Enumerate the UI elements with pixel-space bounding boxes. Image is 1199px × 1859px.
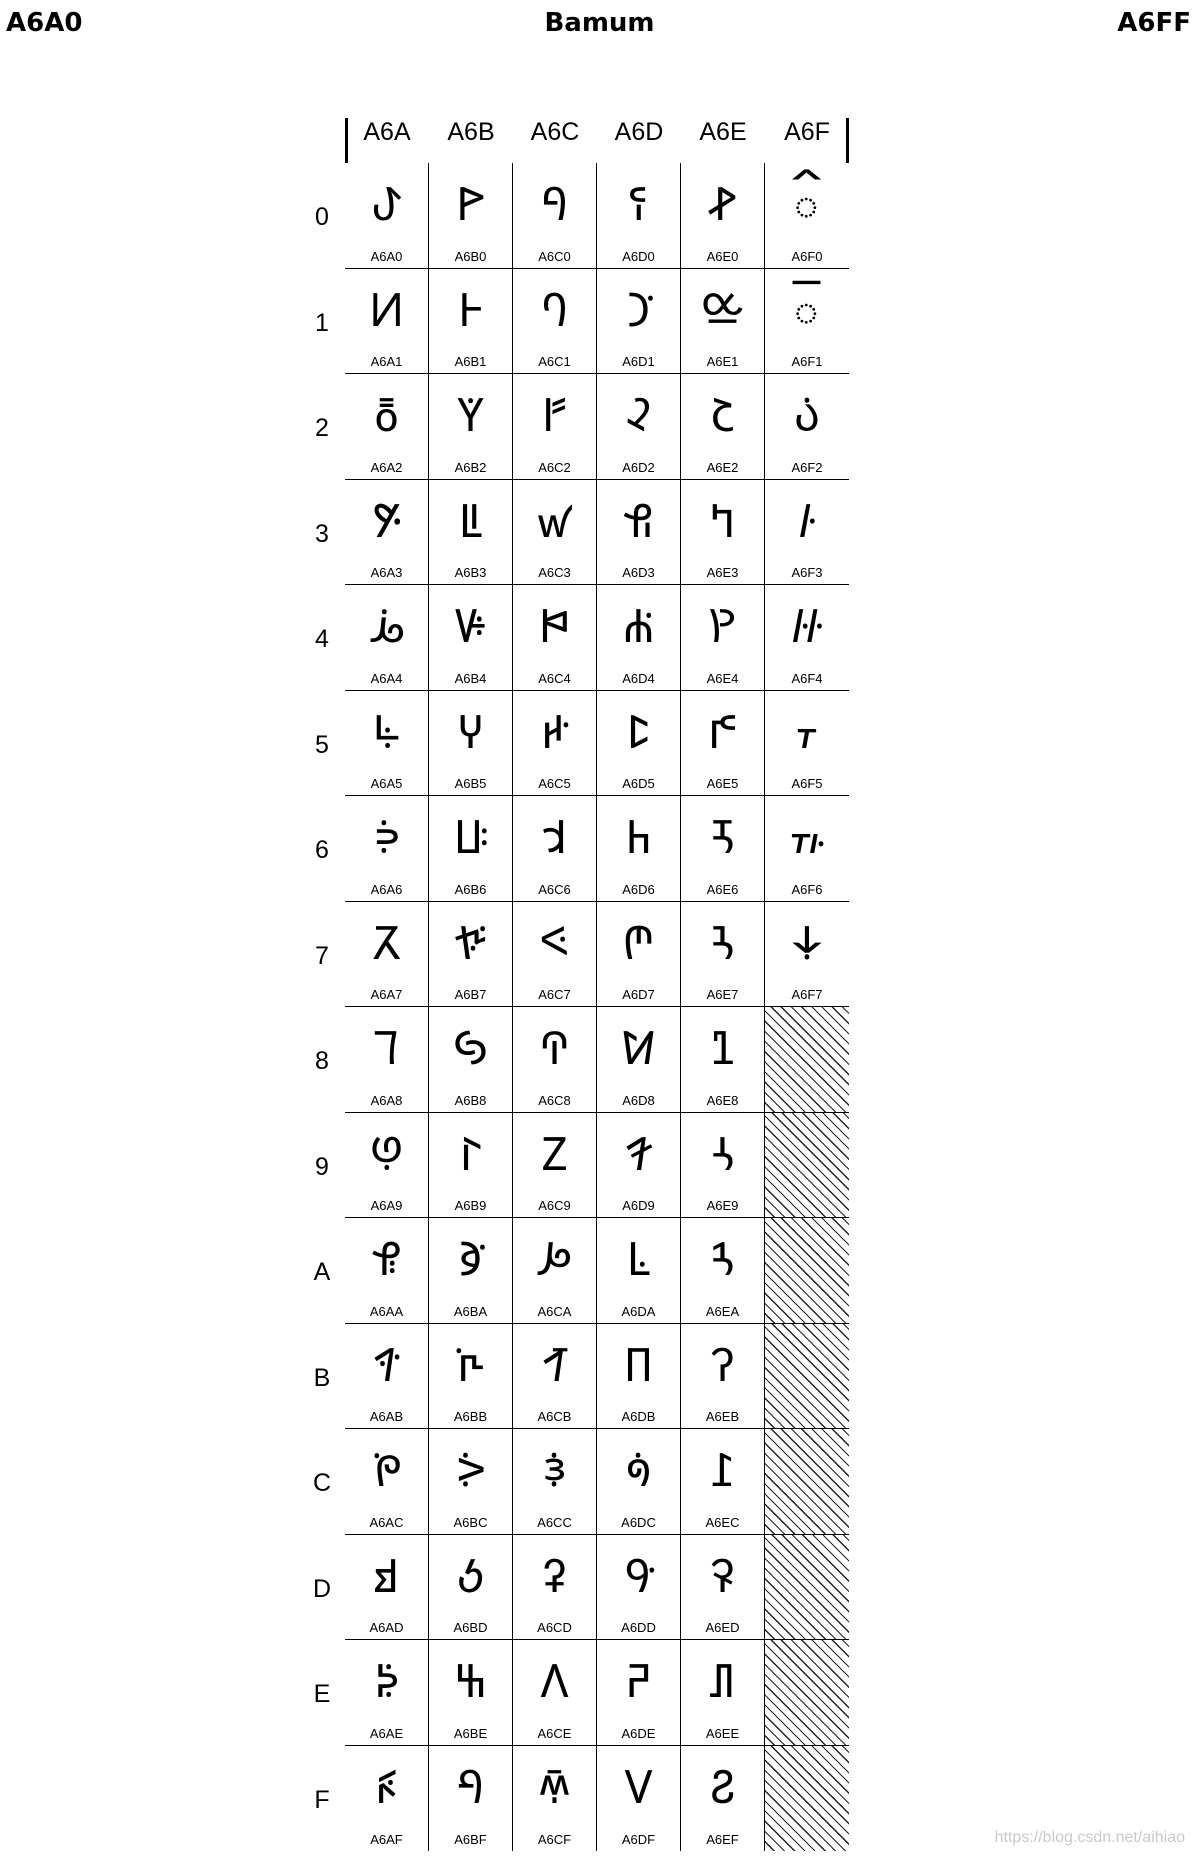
code-point-label: A6E5 [706, 776, 739, 791]
code-point-label: A6EA [705, 1303, 740, 1319]
character-glyph: ꚴ [454, 599, 487, 653]
character-cell [429, 1007, 513, 1113]
character-glyph: ꚬ [371, 1443, 402, 1497]
column-header: A6A [363, 118, 411, 146]
row-header: D [312, 1574, 332, 1603]
character-glyph: ꚢ [373, 388, 400, 442]
character-cell [345, 480, 429, 586]
character-cell [681, 585, 765, 691]
character-glyph: ꚰ [455, 177, 486, 231]
character-cell [345, 1429, 429, 1535]
character-cell [597, 269, 681, 375]
character-cell [681, 163, 765, 269]
character-glyph: ꛩ [711, 1126, 734, 1181]
character-cell [597, 1746, 681, 1852]
character-cell [597, 796, 681, 902]
row-header: 3 [315, 519, 329, 548]
character-cell [765, 585, 849, 691]
code-point-label: A6B1 [454, 354, 487, 369]
code-point-label: A6D1 [622, 354, 655, 369]
code-point-label: A6F1 [791, 354, 823, 369]
character-cell [681, 1113, 765, 1219]
character-glyph: ꚤ [370, 599, 403, 653]
character-glyph: ꛣ [709, 493, 736, 548]
code-point-label: A6E0 [706, 248, 739, 264]
character-glyph: ꛦ [711, 810, 734, 864]
code-point-label: A6A9 [370, 1198, 403, 1213]
character-cell [345, 163, 429, 269]
character-glyph: ꛔ [622, 599, 655, 653]
character-cell [345, 1746, 429, 1852]
character-glyph: ꚹ [459, 1126, 482, 1181]
character-cell [681, 480, 765, 586]
character-glyph: ꛏ [538, 1759, 571, 1814]
code-point-label: A6D9 [622, 1198, 655, 1213]
code-point-label: A6E1 [706, 354, 739, 369]
character-cell [513, 1746, 597, 1852]
character-cell [429, 1113, 513, 1219]
character-glyph: ꚦ [373, 810, 400, 864]
character-glyph: ꛤ [709, 599, 736, 653]
character-cell [681, 1640, 765, 1746]
character-glyph: ꛋ [541, 1337, 568, 1392]
character-glyph: ꛓ [622, 493, 655, 548]
character-cell [429, 1746, 513, 1852]
character-cell [345, 1113, 429, 1219]
watermark: https://blog.csdn.net/aihiao [994, 1829, 1185, 1846]
character-cell [429, 1324, 513, 1430]
row-header: A [313, 1258, 331, 1286]
character-glyph: ꛇ [540, 915, 569, 970]
character-glyph: ꚲ [457, 388, 484, 442]
character-cell [429, 1429, 513, 1535]
code-point-label: A6A6 [370, 881, 403, 897]
character-glyph: ꚳ [458, 493, 483, 548]
code-point-label: A6AA [369, 1303, 404, 1319]
code-point-label: A6B5 [454, 776, 487, 791]
character-cell [681, 691, 765, 797]
code-point-label: A6D5 [622, 776, 655, 791]
character-cell [345, 374, 429, 480]
character-cell [597, 1007, 681, 1113]
code-point-label: A6AE [369, 1725, 404, 1741]
code-point-label: A6BB [453, 1409, 488, 1424]
column-header: A6D [614, 118, 664, 146]
character-glyph: ꛟ [624, 1759, 653, 1814]
character-glyph: ꛀ [540, 177, 569, 231]
character-cell [681, 796, 765, 902]
character-cell [513, 1007, 597, 1113]
character-glyph: ꛶ [789, 810, 825, 864]
character-glyph: ꛞ [625, 1654, 652, 1708]
code-point-label: A6A4 [370, 670, 403, 686]
code-point-label: A6F6 [791, 881, 823, 897]
character-cell [429, 1535, 513, 1641]
character-cell [345, 691, 429, 797]
code-point-label: A6DD [621, 1620, 656, 1635]
character-glyph: ◌꛱ [790, 282, 824, 337]
character-glyph: ꛜ [624, 1443, 653, 1497]
code-chart-grid [345, 163, 849, 1851]
row-header: 7 [315, 941, 329, 970]
row-header: 8 [315, 1047, 329, 1075]
character-glyph: ꛬ [711, 1443, 734, 1497]
character-glyph: ꚧ [372, 915, 401, 970]
character-glyph: ꛚ [626, 1232, 651, 1286]
code-point-label: A6D3 [622, 565, 655, 580]
character-glyph: ꛖ [625, 810, 652, 864]
character-cell [681, 1429, 765, 1535]
character-cell [681, 269, 765, 375]
character-glyph: ꚶ [453, 810, 488, 864]
code-point-label: A6DC [621, 1514, 656, 1530]
block-title: Bamum [544, 8, 655, 38]
character-glyph: ꚥ [372, 704, 401, 759]
unassigned-cell [765, 1324, 849, 1430]
row-header: 5 [315, 730, 329, 759]
character-glyph: ꛎ [540, 1654, 569, 1708]
code-point-label: A6EC [705, 1514, 740, 1530]
character-cell [597, 163, 681, 269]
character-glyph: ꚠ [371, 177, 402, 231]
character-glyph: ꚯ [372, 1759, 401, 1814]
character-glyph: ꛊ [537, 1232, 572, 1286]
code-point-label: A6CC [537, 1514, 572, 1530]
code-point-label: A6C0 [538, 248, 571, 264]
row-header: C [312, 1469, 332, 1497]
character-cell [513, 1324, 597, 1430]
character-cell [429, 1640, 513, 1746]
character-cell [597, 374, 681, 480]
character-glyph: ꚵ [456, 704, 485, 759]
character-cell [429, 902, 513, 1008]
code-point-label: A6A5 [370, 776, 403, 791]
character-cell [513, 1218, 597, 1324]
character-glyph: ꚫ [372, 1337, 401, 1392]
character-cell [429, 480, 513, 586]
code-point-label: A6BC [453, 1514, 488, 1530]
row-header: 6 [315, 836, 329, 864]
character-glyph: ꛢ [710, 388, 735, 442]
code-point-label: A6C8 [538, 1092, 571, 1108]
character-glyph: ꛆ [541, 810, 568, 864]
character-cell [345, 1218, 429, 1324]
code-point-label: A6A7 [370, 987, 403, 1002]
character-glyph: ꛵ [795, 704, 819, 759]
character-cell [513, 1113, 597, 1219]
code-point-label: A6C9 [538, 1198, 571, 1213]
character-glyph: ꛒ [626, 388, 651, 442]
character-glyph: ꚡ [368, 282, 405, 337]
character-glyph: ꚪ [371, 1232, 402, 1286]
character-glyph: ꚽ [456, 1548, 485, 1603]
character-glyph: ꛌ [543, 1443, 566, 1497]
character-cell [597, 1218, 681, 1324]
character-cell [681, 902, 765, 1008]
character-cell [513, 796, 597, 902]
character-glyph: ꛡ [701, 282, 744, 337]
character-cell [513, 1535, 597, 1641]
code-point-label: A6F5 [791, 776, 823, 791]
unassigned-cell [765, 1746, 849, 1852]
character-glyph: ꛪ [711, 1232, 734, 1286]
character-cell [345, 1535, 429, 1641]
code-point-label: A6A0 [370, 248, 403, 264]
code-point-label: A6E9 [706, 1198, 739, 1213]
character-cell [765, 480, 849, 586]
code-point-label: A6CA [537, 1303, 572, 1319]
character-cell [597, 902, 681, 1008]
unassigned-cell [765, 1113, 849, 1219]
character-glyph: ꛈ [539, 1021, 570, 1075]
code-point-label: A6B7 [454, 987, 487, 1002]
code-point-label: A6B0 [454, 248, 487, 264]
character-glyph: ꚨ [373, 1021, 400, 1075]
code-point-label: A6B3 [454, 565, 487, 580]
character-glyph: ꛃ [536, 493, 573, 548]
code-point-label: A6E2 [706, 459, 739, 475]
column-header: A6F [784, 118, 830, 146]
code-point-label: A6DB [621, 1409, 656, 1424]
character-cell [513, 1640, 597, 1746]
code-point-label: A6EB [705, 1409, 740, 1424]
code-point-label: A6CB [537, 1409, 572, 1424]
column-header: A6C [530, 118, 580, 146]
character-glyph: ꛷ [790, 915, 824, 970]
character-glyph: ꛐ [627, 177, 650, 231]
character-cell [765, 269, 849, 375]
code-point-label: A6C3 [538, 565, 571, 580]
character-cell [429, 691, 513, 797]
unassigned-cell [765, 1535, 849, 1641]
code-point-label: A6C1 [538, 354, 571, 369]
character-glyph: ꛛ [623, 1337, 654, 1392]
character-cell [345, 1640, 429, 1746]
character-glyph: ꛯ [709, 1759, 736, 1814]
code-point-label: A6A1 [370, 354, 403, 369]
code-point-label: A6BE [453, 1725, 488, 1741]
character-cell [597, 1429, 681, 1535]
code-point-label: A6E4 [706, 670, 739, 686]
code-point-label: A6DA [621, 1303, 656, 1319]
character-glyph: ꛫ [709, 1337, 736, 1392]
code-point-label: A6D0 [622, 248, 655, 264]
character-cell [513, 691, 597, 797]
character-cell [513, 585, 597, 691]
unassigned-cell [765, 1218, 849, 1324]
code-point-label: A6A3 [370, 565, 403, 580]
character-cell [513, 374, 597, 480]
character-glyph: ꚼ [455, 1443, 486, 1497]
code-point-label: A6DF [621, 1832, 656, 1847]
character-cell [345, 1324, 429, 1430]
range-end-label: A6FF [1117, 8, 1191, 38]
code-point-label: A6BD [453, 1620, 488, 1635]
row-header: B [313, 1363, 331, 1392]
character-glyph: ꛴ [791, 599, 823, 653]
row-header: 4 [315, 625, 329, 653]
character-glyph: ◌꛰ [790, 177, 824, 231]
character-cell [765, 796, 849, 902]
code-point-label: A6B8 [454, 1092, 487, 1108]
character-cell [429, 374, 513, 480]
character-cell [345, 1007, 429, 1113]
character-cell [429, 1218, 513, 1324]
character-cell [597, 1324, 681, 1430]
character-cell [597, 1535, 681, 1641]
character-glyph: ꛁ [540, 282, 569, 337]
character-glyph: ꚿ [456, 1759, 485, 1814]
code-point-label: A6F2 [791, 459, 823, 475]
character-glyph: ꚮ [373, 1654, 400, 1708]
code-point-label: A6BF [454, 1832, 487, 1847]
character-glyph: ꛅ [540, 704, 569, 759]
column-header: A6E [699, 118, 747, 146]
code-point-label: A6A2 [370, 459, 403, 475]
code-point-label: A6D6 [622, 881, 655, 897]
character-cell [513, 163, 597, 269]
code-point-label: A6D7 [622, 987, 655, 1002]
character-cell [765, 374, 849, 480]
code-point-label: A6CF [537, 1832, 572, 1847]
character-glyph: ꛳ [798, 493, 816, 548]
character-cell [513, 902, 597, 1008]
code-point-label: A6C5 [538, 776, 571, 791]
character-cell [345, 902, 429, 1008]
character-glyph: ꛂ [542, 388, 567, 442]
character-glyph: ꛗ [621, 915, 656, 970]
character-glyph: ꚷ [454, 915, 487, 970]
character-glyph: ꚭ [373, 1548, 400, 1603]
character-cell [681, 1324, 765, 1430]
character-glyph: ꛭ [709, 1548, 736, 1603]
character-cell [513, 269, 597, 375]
code-point-label: A6B9 [454, 1198, 487, 1213]
character-glyph: ꛮ [709, 1654, 736, 1708]
character-cell [429, 269, 513, 375]
row-header: 0 [315, 203, 329, 231]
code-point-label: A6EF [706, 1832, 739, 1847]
character-cell [681, 1007, 765, 1113]
character-cell [513, 480, 597, 586]
code-point-label: A6C4 [538, 670, 571, 686]
code-point-label: A6B2 [454, 459, 487, 475]
character-cell [681, 374, 765, 480]
code-point-label: A6C7 [538, 987, 571, 1002]
code-point-label: A6E7 [706, 987, 739, 1002]
character-cell [429, 585, 513, 691]
character-cell [429, 163, 513, 269]
code-point-label: A6A8 [370, 1092, 403, 1108]
character-glyph: ꛨ [711, 1021, 734, 1075]
character-cell [345, 585, 429, 691]
code-point-label: A6E8 [706, 1092, 739, 1108]
character-glyph: ꚣ [371, 493, 402, 548]
code-point-label: A6F3 [791, 565, 823, 580]
code-point-label: A6F0 [791, 248, 823, 264]
character-cell [765, 691, 849, 797]
character-cell [597, 1640, 681, 1746]
code-point-label: A6AC [369, 1514, 404, 1530]
character-glyph: ꛝ [623, 1548, 654, 1603]
code-point-label: A6D4 [622, 670, 655, 686]
character-glyph: ꚸ [452, 1021, 489, 1075]
code-point-label: A6B6 [454, 881, 487, 897]
code-point-label: A6CD [537, 1620, 572, 1635]
unassigned-cell [765, 1640, 849, 1746]
code-point-label: A6D2 [622, 459, 655, 475]
character-cell [429, 796, 513, 902]
code-point-label: A6EE [705, 1725, 740, 1741]
character-cell [345, 269, 429, 375]
code-point-label: A6AB [369, 1409, 404, 1424]
character-cell [681, 1535, 765, 1641]
character-glyph: ꛕ [626, 704, 651, 759]
character-cell [597, 1113, 681, 1219]
code-point-label: A6F4 [791, 670, 823, 686]
code-point-label: A6C2 [538, 459, 571, 475]
character-cell [597, 585, 681, 691]
character-cell [513, 1429, 597, 1535]
character-glyph: ꚾ [453, 1654, 488, 1708]
range-start-label: A6A0 [6, 8, 83, 38]
character-glyph: ꛧ [711, 915, 734, 970]
character-glyph: ꛄ [538, 599, 571, 653]
row-header: 1 [315, 308, 329, 337]
code-point-label: A6E3 [706, 565, 739, 580]
unassigned-cell [765, 1007, 849, 1113]
character-glyph: ꛥ [707, 704, 738, 759]
character-glyph: ꚻ [456, 1337, 485, 1392]
code-point-label: A6AF [370, 1832, 403, 1847]
code-point-label: A6AD [369, 1620, 404, 1635]
row-header: F [314, 1785, 330, 1814]
code-point-label: A6DE [621, 1725, 656, 1741]
character-glyph: ꚩ [369, 1126, 404, 1181]
code-point-label: A6CE [537, 1725, 572, 1741]
row-header: 9 [315, 1152, 329, 1181]
character-glyph: ꛘ [621, 1021, 656, 1075]
character-glyph: ꛲ [792, 388, 822, 442]
code-point-label: A6B4 [454, 670, 487, 686]
code-point-label: A6ED [705, 1620, 740, 1635]
column-header: A6B [447, 118, 495, 146]
code-point-label: A6E6 [706, 881, 739, 897]
row-header: 2 [315, 414, 329, 442]
unassigned-cell [765, 1429, 849, 1535]
character-cell [681, 1218, 765, 1324]
character-cell [765, 902, 849, 1008]
code-point-label: A6F7 [791, 987, 823, 1002]
character-cell [597, 691, 681, 797]
character-glyph: ꛉ [541, 1126, 568, 1181]
code-point-label: A6C6 [538, 881, 571, 897]
character-glyph: ꚺ [456, 1232, 485, 1286]
character-glyph: ꛑ [624, 282, 653, 337]
character-glyph: ꚱ [457, 282, 484, 337]
row-header: E [313, 1680, 331, 1708]
character-cell [765, 163, 849, 269]
code-point-label: A6D8 [622, 1092, 655, 1108]
character-cell [681, 1746, 765, 1852]
character-glyph: ꛠ [707, 177, 738, 231]
code-point-label: A6BA [453, 1303, 488, 1319]
character-cell [345, 796, 429, 902]
character-cell [597, 480, 681, 586]
character-glyph: ꛍ [541, 1548, 568, 1603]
character-glyph: ꛙ [624, 1126, 653, 1181]
